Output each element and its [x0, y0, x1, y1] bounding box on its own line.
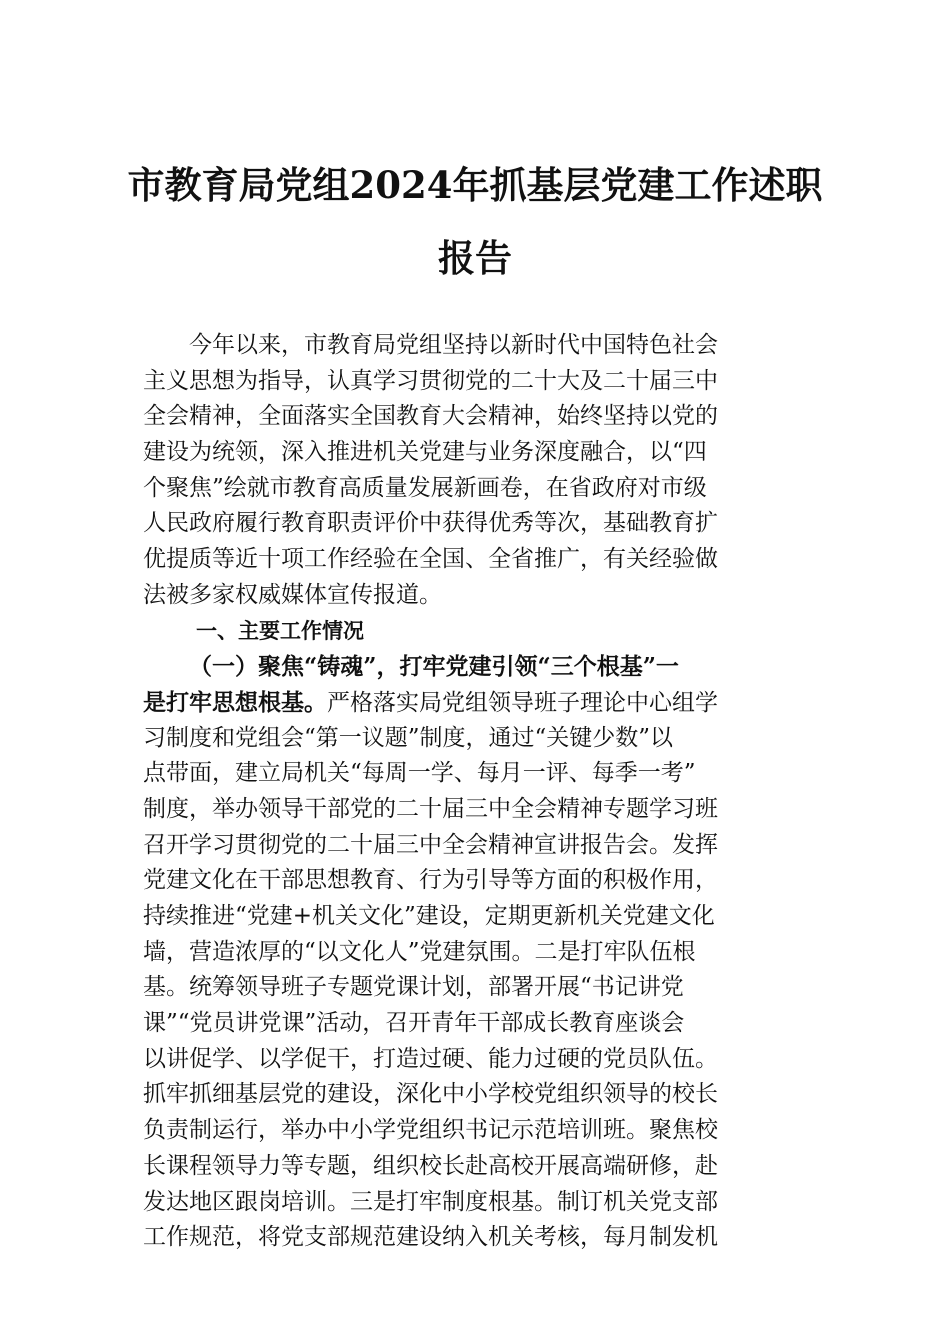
paragraph-line: 负责制运行，举办中小学党组织书记示范培训班。聚焦校	[143, 1117, 718, 1144]
paragraph-line: 点带面，建立局机关“每周一学、每月一评、每季一考”	[143, 760, 696, 787]
paragraph-line: 持续推进“党建+机关文化”建设，定期更新机关党建文化	[143, 903, 715, 929]
paragraph-line: 基。统筹领导班子专题党课计划，部署开展“书记讲党	[143, 974, 684, 1001]
paragraph-line: 全会精神，全面落实全国教育大会精神，始终坚持以党的	[143, 403, 718, 430]
paragraph-line: 今年以来，市教育局党组坚持以新时代中国特色社会	[189, 332, 718, 358]
paragraph-line: 党建文化在干部思想教育、行为引导等方面的积极作用，	[143, 867, 718, 894]
paragraph-line: 人民政府履行教育职责评价中获得优秀等次，基础教育扩	[143, 510, 718, 537]
paragraph-line: 发达地区跟岗培训。三是打牢制度根基。制订机关党支部	[143, 1188, 718, 1215]
paragraph-line: 优提质等近十项工作经验在全国、全省推广，有关经验做	[143, 546, 718, 573]
document-body	[143, 328, 805, 1256]
paragraph-line: 制度，举办领导干部党的二十届三中全会精神专题学习班	[143, 795, 718, 822]
paragraph-line: 长课程领导力等专题，组织校长赴高校开展高端研修，赴	[143, 1152, 718, 1179]
paragraph-line: 建设为统领，深入推进机关党建与业务深度融合，以“四	[143, 439, 707, 466]
paragraph-line: 习制度和党组会“第一议题”制度，通过“关键少数”以	[143, 724, 674, 751]
paragraph-line: 抓牢抓细基层党的建设，深化中小学校党组织领导的校长	[143, 1081, 718, 1108]
paragraph-line: 以讲促学、以学促干，打造过硬、能力过硬的党员队伍。	[143, 1045, 718, 1072]
point-text: 严格落实局党组领导班子理论中心组学	[327, 689, 718, 716]
paragraph-line: 召开学习贯彻党的二十届三中全会精神宣讲报告会。发挥	[143, 831, 718, 858]
paragraph-line: 个聚焦”绘就市教育高质量发展新画卷，在省政府对市级	[143, 474, 707, 501]
paragraph-line	[143, 685, 805, 721]
paragraph-line: 法被多家权威媒体宣传报道。	[143, 581, 442, 608]
paragraph-line: 主义思想为指导，认真学习贯彻党的二十大及二十届三中	[143, 367, 718, 394]
paragraph-line: 课”“党员讲党课”活动，召开青年干部成长教育座谈会	[143, 1010, 685, 1037]
section-heading: 一、主要工作情况	[196, 618, 364, 643]
paragraph-line: 工作规范，将党支部规范建设纳入机关考核，每月制发机	[143, 1224, 718, 1251]
point-heading: 是打牢思想根基。	[143, 688, 327, 716]
paragraph-line: 墙，营造浓厚的“以文化人”党建氛围。二是打牢队伍根	[143, 938, 696, 965]
document-title-line-1: 市教育局党组2024年抓基层党建工作述职	[127, 163, 823, 207]
subsection-heading: （一）聚焦“铸魂”，打牢党建引领“三个根基”一	[189, 653, 679, 681]
document-title-line-2: 报告	[438, 236, 512, 280]
